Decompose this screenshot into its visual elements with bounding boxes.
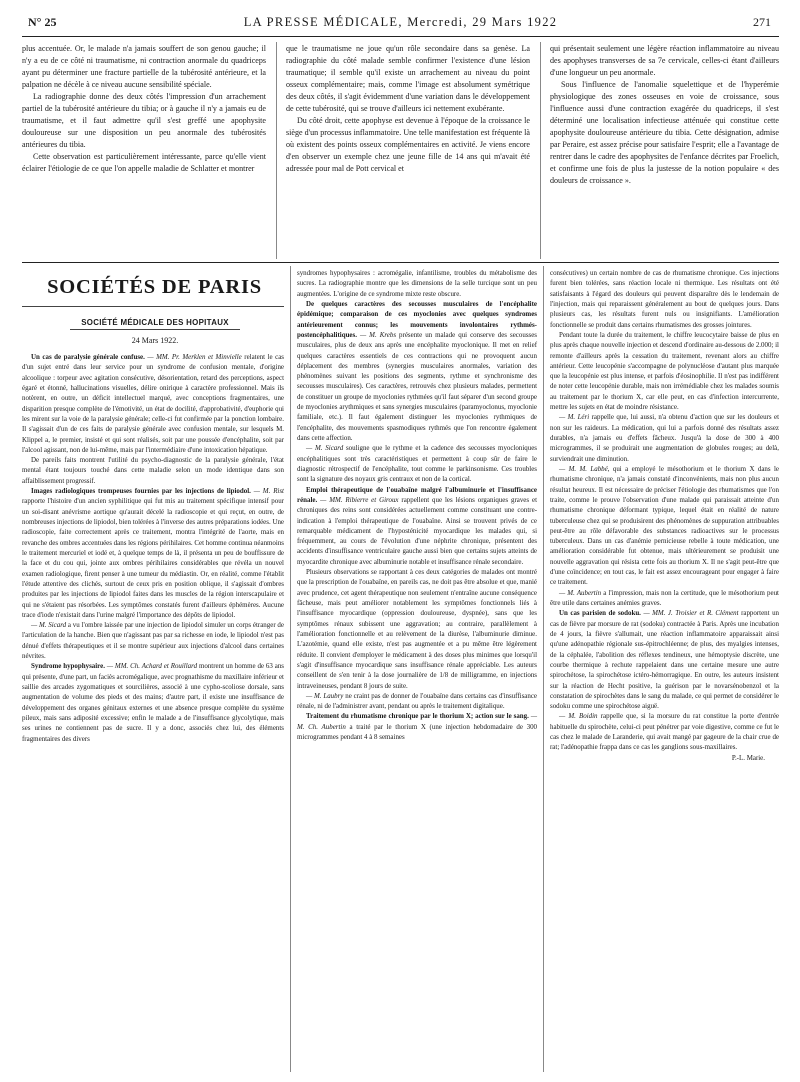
paragraph — [297, 443, 537, 484]
paragraph-text: rappelle que, lui aussi, n'a obtenu d'action que sur les douleurs et non sur les raideurs. La médication, qui lui a parfois donné des résultats assez durables, n'a jamais eu d'effets fâcheux. Jusqu'à la dose de 300 à 400 microgrammes, il se produirait une augmentation de globules rouges; au delà, surviendrait une diminution. — [550, 413, 780, 463]
speaker: — M. Laubry — [306, 691, 344, 700]
column-divider — [540, 42, 541, 259]
session-date: 24 Mars 1922. — [131, 336, 179, 345]
title-underline — [22, 306, 284, 307]
paragraph: De pareils faits montrent l'utilité du psycho-diagnostic de la paralysie générale, l'état mental étant toujours touché dans cette maladie selon un mode identique dans son affaiblissement progressif. — [22, 456, 284, 485]
signature: P.-L. Marie. — [731, 753, 765, 762]
paragraph — [297, 691, 537, 712]
journal-title: LA PRESSE MÉDICALE, Mercredi, 29 Mars 1922 — [243, 15, 558, 29]
paragraph: que le traumatisme ne joue qu'un rôle secondaire dans sa genèse. La radiographie du côté malade semble confirmer l'existence d'une lésion traumatique; il semble qu'il existe un arrachement au niveau du point osseux complémentaire; mais, comme l'image est absolument symétrique des deux côtés, il s'agit évidemment d'une variation dans le développement de cette tubérosité, qui se trouve d'ailleurs ici nettement exubérante. — [286, 44, 530, 113]
society-name: SOCIÉTÉ MÉDICALE DES HOPITAUX — [30, 318, 280, 330]
paragraph-text: qui a employé le mésothorium et le thorium X dans le rhumatisme chronique, n'a jamais constaté d'inconvénients, mais non plus aucun résultat heureux. Il est nécessaire de préciser l'étiologie des rhumatismes que l'on traite, comme le prouve l'observation d'une malade qui paraissait atteinte d'un rhumatisme chronique déformant typique, lequel était en réalité de nature tuberculeuse chez qui se produisirent des phénomènes de suppuration attribuables peut-être au rôle défavorable des substances radioactives sur le processus tuberculeux. Dans un cas d'anémie pernicieuse rebelle à toute médication, une amélioration considérable fut obtenue, mais ultérieurement se produisit une nouvelle aggravation qui résista cette fois au thorium X. Il ne s'agit peut-être que d'une coïncidence; en tout cas, le fait est assez encourageant pour engager à faire ce traitement. — [550, 464, 779, 587]
speaker: — M. Léri — [559, 413, 590, 422]
article-authors: — M. Rist — [253, 487, 284, 496]
article-text: rapporte l'histoire d'un ancien syphilitique qui fut mis au traitement spécifique intensif pour un soi-disant anévrisme aortique qu'aurait décelé la radioscopie et qui reçut, en outre, de nombreuses injections de lipiodol, bien tolérées à l'inverse des autres préparations iodées. Une radioscopie, faite correctement après ce traitement, montra l'intégrité de l'aorte, mais en revanche des ombres accentuées dans les régions périhilaires. Cet homme continua néanmoins le traitement mercuriel et iodé et, à quelque temps de là, il présenta un peu de bouffissure de la face et du cou qui, jointe aux ombres périhilaires considérables que révéla un nouvel examen radiologique, firent penser à une tumeur du médiastin. Or, en réalité, comme l'établit l'étude attentive des clichés, surtout de ceux pris en position oblique, il s'agissait d'ombres produites par les injections de lipiodol faites dans les muscles de la région interscapulaire et qui ne s'étaient pas résorbées. Les symptômes constatés furent d'ailleurs éphémères. Aucune trace d'iode n'existait dans l'urine malgré l'importance des dépôts de lipiodol. — [22, 497, 284, 619]
article-authors: — MM. Ribierre et Giroux — [320, 495, 399, 504]
paragraph — [550, 711, 779, 752]
article — [297, 299, 537, 443]
article-text: rappellent que les lésions organiques graves et chroniques des reins sont considérées actuellement comme constituant une contre-indication à l'emploi thérapeutique de l'ouabaïne. Ainsi se trouvent privés de ce remarquable médicament de l'hyposténicité myocardique les malades qui, si fréquemment, au cours de l'évolution d'une néphrite chronique, présentent des accidents d'insuffisance ventriculaire gauche aussi bien que certains sujets atteints de myocardite chronique avec albuminurie notable et insuffisance rénale secondaire. — [297, 495, 537, 566]
speaker: — M. Sicard — [31, 621, 67, 630]
article-authors: — MM. J. Troisier et R. Clément — [643, 609, 739, 618]
paragraph — [550, 412, 779, 464]
article-title: Un cas de paralysie générale confuse. — [31, 353, 145, 361]
article-text: a traité par le thorium X (une injection hebdomadaire de 300 microgrammes pendant 4 à 8 semaines — [297, 722, 538, 742]
paragraph: plus accentuée. Or, le malade n'a jamais souffert de son genou gauche; il n'y a eu de ce côté ni traumatisme, ni contraction anormale du quadriceps ayant pu déterminer une fracture partielle de la tubérosité antérieure, et la palpation ne décèle à ce niveau aucune sensibilité spéciale. — [22, 44, 266, 89]
paragraph — [550, 464, 779, 588]
paragraph-text: rappelle que, si la morsure du rat constitue la porte d'entrée habituelle du spirochète, celui-ci peut pénétrer par voie digestive, comme ce fut le cas chez le malade de Laranderie, qui avait mangé par gageure de la chair crue de rat; l'adénopathie frappa dans ce cas les ganglions sous-maxillaires. — [550, 712, 779, 752]
paragraph-text: ne craint pas de donner de l'ouabaïne dans certains cas d'insuffisance rénale, ni de l'administrer avant, pendant ou après le traitement digitalique. — [297, 691, 537, 711]
article-text: montrent un homme de 63 ans qui présente, d'une part, un faciès acromégalique, avec prognathisme du maxillaire inférieur et saillie des arcades zygomatiques et sourcilières, associé à une cypho-scoliose dorsale, sans augmentation de volume des pieds et des mains; d'autre part, il existe une insuffisance de développement des organes génitaux externes et une absence presque complète du système pileux, mais sans adiposité excessive; enfin le malade a de l'insuffisance glycolytique, mais ses urines ne contiennent pas de sucre. Il y a donc, associés chez lui, des éléments fragmentaires des divers — [22, 662, 284, 743]
paragraph — [22, 620, 284, 661]
paragraph: Du côté droit, cette apophyse est devenue à l'époque de la croissance le siège d'un processus inflammatoire. Une telle manifestation est fréquente là où existent des points osseux complémentaires en activité. Je viens encore d'en observer un exemple chez une jeune fille de 14 ans qui m'avait été adressée pour mal de Pott cervical et — [286, 116, 530, 173]
page-header — [22, 10, 779, 37]
article — [22, 486, 284, 620]
bottom-column-2 — [297, 268, 537, 742]
article — [22, 352, 284, 455]
article-title: Images radiologiques trompeuses fournies par les injections de lipiodol. — [31, 487, 251, 496]
article — [297, 485, 537, 568]
article-authors: — M. Krebs — [359, 330, 397, 339]
article — [550, 608, 779, 711]
article-text: relatent le cas d'un sujet entré dans leur service pour un syndrome de confusion mentale, d'origine alcoolique : torpeur avec agitation consécutive, désorientation, retard des perceptions, aspect égaré et étonné, hallucinations visuelles, délire onirique à caractère professionnel. Mais ils notèrent, en outre, un déficit intellectuel marqué, avec conceptions fragmentaires, une disparition presque complète de l'émotivité, un état de docilité, d'approbativité, d'euphorie qui les mirent sur la voie de la paralysie générale; celle-ci fut confirmée par la ponction lombaire. Il s'agissait d'un de ces faits de paralysie générale avec confusion mentale, sur lesquels M. Klippel a, le premier, insisté et qui sont réalisés, soit par une poussée d'encéphalite, soit par l'alcool agissant, non de lui-même, mais par l'intermédiaire d'une intoxication hépatique. — [22, 353, 284, 454]
top-column-1 — [22, 43, 266, 175]
section-divider — [22, 262, 779, 263]
paragraph-text: a vu l'ombre laissée par une injection de lipiodol simuler un corps étranger de l'articulation de la hanche. Bien que n'agissant pas par sa richesse en iode, le lipiodol n'est pas dénué d'effets thérapeutiques et il se montre supérieur aux injections d'alcool dans certaines névrites. — [22, 621, 284, 661]
issue-number: N° 25 — [28, 15, 57, 29]
top-column-3 — [550, 43, 779, 187]
speaker: — M. Sicard — [306, 444, 344, 453]
article-title: De quelques caractères des secousses musculaires de l'encéphalite épidémique; comparaison de ces myoclonies avec quelques syndromes antérieurement connus; les mouvements involontaires rythmés-postencéphalitiques. — [297, 299, 537, 339]
page-number: 271 — [753, 15, 771, 29]
bottom-column-3 — [550, 268, 779, 763]
article-title: Syndrome hypophysaire. — [31, 662, 105, 671]
column-divider — [276, 42, 277, 259]
section-title: SOCIÉTÉS DE PARIS — [47, 276, 262, 298]
paragraph: Pendant toute la durée du traitement, le chiffre leucocytaire baisse de plus en plus après chaque nouvelle injection et descend d'ordinaire au-dessous de 2.000; il remonte d'ailleurs après la cessation du traitement, revenant alors au chiffre antérieur. Cette leucopénie s'accompagne de polynucléose d'autant plus marquée que la leucopénie est plus intense, et parfois d'éosinophilie. Il n'est pas indifférent de noter cette leucopénie durable, mais non irrémédiable chez les malades soumis au traitement par le thorium X, car elle peut, en cas d'infection intercurrente, mettre les sujets en état de moindre résistance. — [550, 330, 779, 412]
paragraph: Sous l'influence de l'anomalie squelettique et de l'hyperémie physiologique des zones osseuses en voie de croissance, sous l'influence aussi d'une contraction exagérée du quadriceps, il s'est déterminé une localisation infectieuse atténuée qui constitue cette apophysite douloureuse antérieure du tibia. Cette désignation, admise par Peraire, est assez précise pour satisfaire l'esprit; elle a l'avantage de rentrer dans le cadre des apophysites de l'enfance décrites par Froelich, et confirme une fois de plus la justesse de la notion populaire « des douleurs de croissance ». — [550, 80, 779, 185]
article — [22, 661, 284, 744]
article-text: présente un malade qui conserve des secousses musculaires, plus de deux ans après une encéphalite myoclonique. Il met en relief quelques caractères essentiels de ces contractions qui ne provoquent aucun déplacement des membres (synergies musculaires anormales, variation des phénomènes suivant les positions des segments, rythme et synchronisme des secousses musculaires). Ces caractères, retrouvés chez plusieurs malades, permettent de constituer un groupe de myoclonies rythmées qu'il faut séparer d'un second groupe de myoclonies arythmiques et sans synergies musculaires (paramyoclonus, myoclonie familiale, etc.). Il faut également distinguer les myoclonies rythmiques de l'encéphalite, des mouvements spasmodiques rythmés que l'on rencontre également dans cette affection. — [297, 330, 538, 442]
speaker: — M. Aubertin — [559, 588, 602, 597]
article-title: Un cas parisien de sodoku. — [559, 609, 641, 618]
paragraph-text: a l'impression, mais non la certitude, que le mésothorium peut être utile dans certaines anémies graves. — [550, 588, 779, 607]
article-authors: — M. Ch. Aubertin — [297, 712, 537, 731]
paragraph-text: souligne que le rythme et la cadence des secousses myocloniques encéphalitiques sont très caractéristiques et permettent à coup sûr de faire le diagnostic rétrospectif de l'encéphalite, tout comme le parkinsonisme. Ces troubles sont la signature des noyaux gris centraux et non de la cortical. — [297, 444, 537, 484]
article-authors: — MM. Ch. Achard et Rouillard — [106, 662, 198, 671]
paragraph — [550, 588, 779, 609]
paragraph: La radiographie donne des deux côtés l'impression d'un arrachement partiel de la tubérosité antérieure du tibia; or à gauche il n'y a jamais eu de traumatisme, et il faut admettre qu'il s'est greffé une apophysite douloureuse sur une disposition un peu anormale des tubérosités antérieures du tibia. — [22, 92, 266, 149]
paragraph: Plusieurs observations se rapportant à ces deux catégories de malades ont montré que la prescription de l'ouabaïne, en pareils cas, ne doit pas être absolue et que, manié avec prudence, cet agent thérapeutique non seulement n'entraîne aucune conséquence fâcheuse, mais peut améliorer notablement les symptômes fonctionnels liés à l'insuffisance myocardique (oppression douloureuse, dyspnée), sans que les symptômes rénaux subissent une aggravation; au contraire, parallèlement à l'amélioration fonctionnelle et au relèvement de la diurèse, l'albuminurie diminue. L'azotémie, quand elle existe, n'est pas augmentée et a pu même être légèrement réduite. Il convient d'employer le médicament à des doses plus minimes que lorsqu'il s'agit d'insuffisance myocardique sans insuffisance rénale appréciable. Les auteurs conseillent de s'en tenir à la dose journalière de 1/8 de milligramme, en injections intraveineuses, pendant 8 jours de suite. — [297, 568, 537, 690]
paragraph: syndromes hypophysaires : acromégalie, infantilisme, troubles du métabolisme des sucres. La radiographie montre que les dimensions de la selle turcique sont un peu augmentées. L'origine de ce syndrome mixte reste obscure. — [297, 269, 537, 298]
speaker: — M. M. Labbé, — [559, 464, 610, 473]
article-authors: — MM. Pr. Merklen et Minvielle — [147, 353, 242, 361]
article-title: Emploi thérapeutique de l'ouabaïne malgré l'albuminurie et l'insuffisance rénale. — [297, 485, 537, 504]
speaker: — M. Boidin — [559, 712, 598, 721]
column-divider — [290, 266, 291, 1072]
article — [297, 711, 537, 742]
column-divider — [543, 266, 544, 1072]
paragraph: consécutives) un certain nombre de cas de rhumatisme chronique. Ces injections furent bien tolérées, sans réaction locale ni thermique. Les résultats ont été satisfaisants à l'égard des douleurs qui peuvent disparaître dès le lendemain de l'injection, mais qui reparaissent généralement au bout de quelques jours. Dans plusieurs cas, les résultats furent nuls ou insignifiants. L'amélioration fonctionnelle se produit dans certains rhumatismes des grosses jointures. — [550, 269, 779, 329]
article-text: rapportent un cas de fièvre par morsure de rat (sodoku) contractée à Paris. Après une incubation de 4 jours, la fièvre s'allumait, une réaction inflammatoire apparaissait ainsi qu'une adénopathie régionale sus-épitrochléenne; de plus, des myalgies intenses, de la céphalée, l'abolition des réflexes tendineux, une hémoptysie discrète, une courbe thermique à rechute rappelaient dans une certaine mesure une autre spirochétose, la spirochétose ictéro-hémorragique. En outre, les auteurs insistent sur la réaction de Hecht positive, la guérison par le novarsénobenzol et la constatation de spirochètes dans le sang du malade, ce qui permet de considérer le sodoku comme une spirochétose aiguë. — [550, 609, 780, 711]
bottom-column-1 — [22, 352, 284, 744]
paragraph: qui présentait seulement une légère réaction inflammatoire au niveau des apophyses transverses de sa 7e cervicale, celles-ci étant d'ailleurs d'une longueur un peu anormale. — [550, 44, 779, 77]
paragraph: Cette observation est particulièrement intéressante, parce qu'elle vient éclairer l'étiologie de ce que l'on appelle maladie de Schlatter et montrer — [22, 152, 266, 173]
newspaper-page — [22, 10, 779, 1072]
article-title: Traitement du rhumatisme chronique par le thorium X; action sur le sang. — [306, 712, 529, 721]
top-column-2 — [286, 43, 530, 175]
